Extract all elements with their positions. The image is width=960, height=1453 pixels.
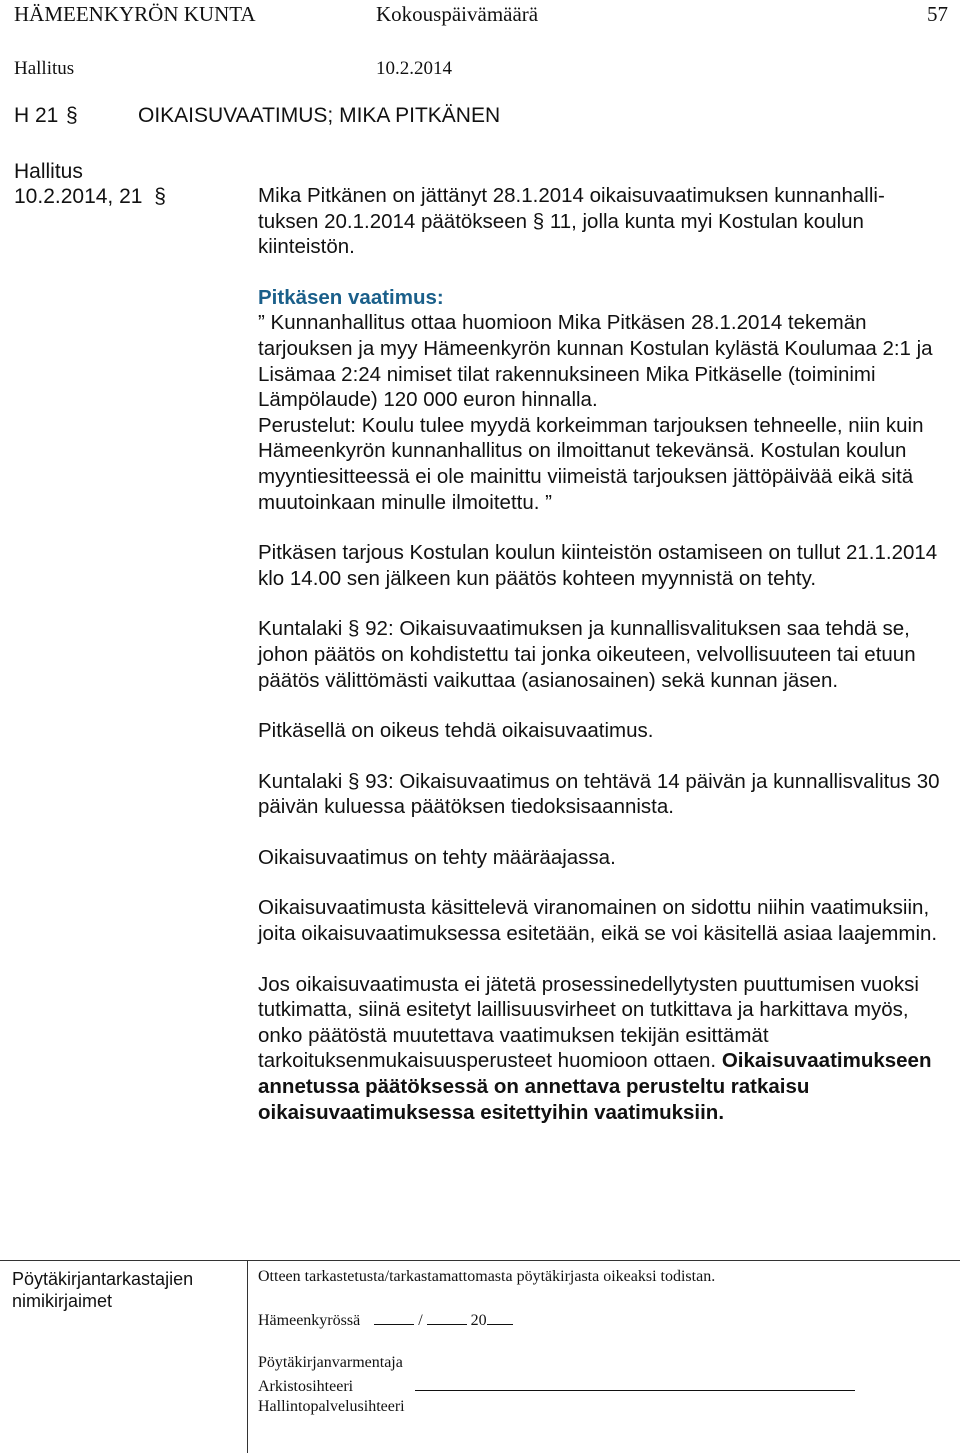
- sidebar-date: 10.2.2014, 21: [14, 185, 143, 208]
- intro-line-3: kiinteistön.: [258, 235, 355, 259]
- intro-line-2b: 11, jolla kunta myi Kostulan koulun: [549, 209, 864, 233]
- offer-text: Pitkäsen tarjous Kostulan koulun kiinteistön ostamiseen on tullut 21.1.2014 klo 14.00 sen jälkeen kun päätös kohteen myynnistä on tehty.: [258, 541, 938, 590]
- intro-section-mark: §: [532, 209, 545, 233]
- day-blank: [374, 1310, 414, 1325]
- grounds-text: Perustelut: Koulu tulee myydä korkeimman tarjouksen tehneelle, niin kuin Hämeenkyrön kunnanhallitus on ilmoittanut tekevänsä. Kostulan koulun myyntiesitteessä ei ole mainittu viimeistä tarjouksen jättöpäivää eikä sitä muutoinkaan minulle ilmoitettu. ”: [258, 413, 924, 514]
- final-paragraph: [258, 972, 948, 1126]
- certification-footer: [0, 1260, 960, 1453]
- bound-text: Oikaisuvaatimusta käsittelevä viranomainen on sidottu niihin vaatimuksiin, joita oikaisuvaatimuksessa esitetään, eikä se voi käsitellä asiaa laajemmin.: [258, 896, 938, 946]
- initials-label: [12, 1268, 193, 1312]
- law-93-section-mark: §: [348, 769, 360, 793]
- header-body: Hallitus: [14, 58, 75, 79]
- municipality-name: HÄMEENKYRÖN KUNTA: [14, 2, 256, 26]
- law-93-paragraph: [258, 769, 948, 820]
- initials-label-line2: nimikirjaimet: [12, 1291, 113, 1311]
- final-bold-text: Oikaisuvaatimukseen annetussa päätöksessä on annettava perusteltu ratkaisu oikaisuvaatimuksessa esitettyihin vaatimuksiin.: [258, 1049, 932, 1124]
- sidebar-date-ref: [14, 184, 166, 209]
- law-92-paragraph: [258, 616, 948, 693]
- right-text: Pitkäsellä on oikeus tehdä oikaisuvaatimus.: [258, 719, 654, 743]
- intro-line-2a: tuksen 20.1.2014 päätökseen: [258, 209, 527, 233]
- intro-line-1: Mika Pitkänen on jättänyt 28.1.2014 oikaisuvaatimuksen kunnanhalli-: [258, 184, 885, 207]
- certification-text: Otteen tarkastetusta/tarkastamattomasta pöytäkirjasta oikeaksi todistan.: [258, 1268, 716, 1285]
- law-92-section-mark: §: [348, 617, 360, 641]
- role-archivist: [258, 1376, 855, 1396]
- place-date-line: [258, 1310, 513, 1330]
- section-mark: §: [66, 104, 78, 127]
- initials-label-line1: Pöytäkirjantarkastajien: [12, 1269, 194, 1289]
- law-93-name: Kuntalaki: [258, 769, 343, 793]
- footer-divider: [247, 1260, 248, 1453]
- role-admin-secretary: Hallintopalvelusihteeri: [258, 1398, 405, 1415]
- place-name: Hämeenkyrössä: [258, 1312, 361, 1329]
- section-heading: OIKAISUVAATIMUS; MIKA PITKÄNEN: [138, 104, 501, 127]
- intro-paragraph: [258, 183, 948, 260]
- section-title: [14, 104, 500, 128]
- header-date: 10.2.2014: [376, 58, 452, 79]
- sidebar-body: Hallitus: [14, 160, 83, 183]
- demand-heading-text: Pitkäsen vaatimus:: [258, 285, 444, 309]
- document-body: [258, 183, 948, 1150]
- date-slash: /: [418, 1312, 423, 1329]
- final-plain-text: Jos oikaisuvaatimusta ei jätetä prosessinedellytysten puuttumisen vuoksi tutkimatta, siinä esitetyt laillisuusvirheet on tutkittava ja harkittava myös, onko päätöstä muutettava vaatimuksen tekijän esittämät tarkoituksenmukaisuusperusteet huomioon ottaen.: [258, 972, 919, 1073]
- demand-text: ” Kunnanhallitus ottaa huomioon Mika Pitkäsen 28.1.2014 tekemän tarjouksen ja myy Hämeenkyrön kunnan Kostulan kylästä Koulumaa 2:1 ja Lisämaa 2:24 nimiset tilat rakennuksineen Mika Pitkäselle (toiminimi Lämpölaude) 120 000 euron hinnalla.: [258, 311, 933, 412]
- sidebar-section-mark: §: [154, 185, 166, 208]
- law-93-text: 93: Oikaisuvaatimus on tehtävä 14 päivän ja kunnallisvalitus 30 päivän kuluessa päätöksen tiedoksisaannista.: [258, 769, 940, 819]
- page-number: 57: [927, 2, 948, 26]
- demand-heading: [258, 285, 948, 311]
- meeting-date-label: Kokouspäivämäärä: [376, 2, 539, 26]
- year-blank: [487, 1310, 513, 1325]
- deadline-text: Oikaisuvaatimus on tehty määräajassa.: [258, 845, 616, 869]
- year-prefix: 20: [470, 1312, 487, 1329]
- role-archivist-text: Arkistosihteeri: [258, 1378, 354, 1395]
- law-92-text: 92: Oikaisuvaatimuksen ja kunnallisvalituksen saa tehdä se, johon päätös on kohdistettu tai jonka oikeuteen, velvollisuuteen tai etuun päätös välittömästi vaikuttaa (asianosainen) sekä kunnan jäsen.: [258, 617, 916, 692]
- footer-top-border: [0, 1260, 960, 1261]
- signature-line: [415, 1376, 855, 1391]
- role-verifier: Pöytäkirjanvarmentaja: [258, 1354, 403, 1371]
- law-92-name: Kuntalaki: [258, 617, 343, 641]
- month-blank: [427, 1310, 467, 1325]
- section-number: H 21: [14, 104, 59, 127]
